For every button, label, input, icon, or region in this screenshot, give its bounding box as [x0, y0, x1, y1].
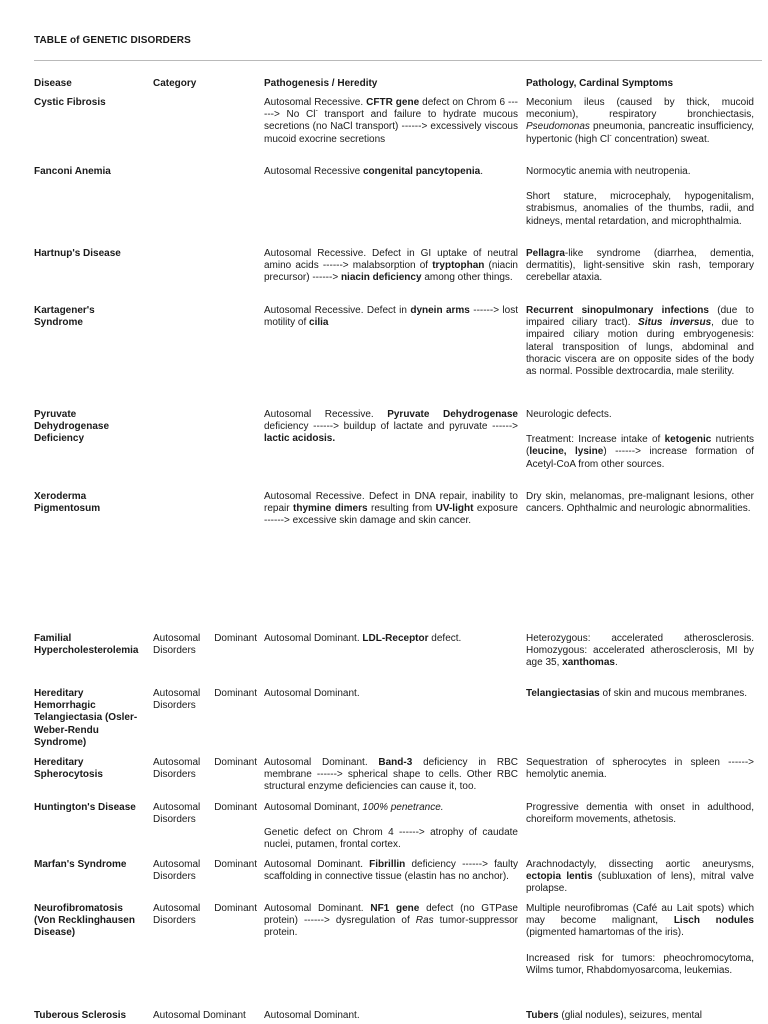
cell-paragraph: Autosomal Recessive. Defect in dynein arms ------> lost motility of cilia	[264, 305, 518, 329]
disease-cell: Pyruvate Dehydrogenase Deficiency	[34, 409, 110, 445]
cell-paragraph: Autosomal Dominant.	[264, 1010, 360, 1021]
category-cell: Autosomal Dominant Disorders	[153, 757, 257, 781]
cell-paragraph: Autosomal Dominant. Band-3 deficiency in RBC membrane ------> spherical shape to cells. Other RBC structural enzyme deficiencies can cause it, too.	[264, 757, 518, 793]
pathogenesis-cell	[264, 802, 518, 852]
disease-cell: Neurofibromatosis (Von Recklinghausen Disease)	[34, 903, 135, 939]
cell-paragraph: Recurrent sinopulmonary infections (due to impaired ciliary tract). Situs inversus, due to impaired ciliary motion during embryogenesis: lateral transposition of lungs, abdominal and thoracic viscera are on opposite sides of the body as normal. Possible dextrocardia, male sterility.	[526, 305, 755, 378]
cell-paragraph: Pellagra-like syndrome (diarrhea, dementia, dermatitis), light-sensitive skin rash, temporary cerebellar ataxia.	[526, 248, 754, 284]
pathogenesis-cell	[264, 305, 518, 329]
pathology-cell	[526, 903, 754, 977]
disease-cell: Xeroderma Pigmentosum	[34, 491, 101, 515]
cell-paragraph: Heterozygous: accelerated atherosclerosis. Homozygous: accelerated atherosclerosis, MI by age 35, xanthomas.	[526, 633, 754, 669]
cell-paragraph: Autosomal Recessive. Defect in GI uptake of neutral amino acids ------> malabsorption of tryptophan (niacin precursor) ------> niacin deficiency among other things.	[264, 248, 518, 284]
category-cell: Autosomal Dominant Disorders	[153, 903, 257, 927]
category-cell: Autosomal Dominant Disorders	[153, 688, 257, 712]
cell-paragraph: Autosomal Dominant. NF1 gene defect (no GTPase protein) ------> dysregulation of Ras tumor-suppressor protein.	[264, 903, 518, 939]
pathology-cell	[526, 802, 754, 826]
cell-paragraph: Autosomal Recessive. CFTR gene defect on Chrom 6 ------> No Cl- transport and failure to hydrate mucous secretions (no NaCl transport) ------> excessively viscous mucoid exocrine secretions	[264, 97, 519, 145]
pathogenesis-cell	[264, 409, 518, 446]
pathology-cell	[526, 688, 754, 700]
disease-cell: Kartagener's Syndrome	[34, 305, 95, 329]
disease-cell: Hereditary Spherocytosis	[34, 757, 103, 781]
pathogenesis-cell	[264, 1010, 518, 1022]
cell-paragraph: Normocytic anemia with neutropenia.	[526, 166, 691, 177]
pathology-cell	[526, 248, 754, 285]
disease-cell: Marfan's Syndrome	[34, 859, 127, 870]
cell-paragraph: Neurologic defects.	[526, 409, 612, 420]
cell-paragraph: Autosomal Recessive congenital pancytopenia.	[264, 166, 483, 177]
pathogenesis-cell	[264, 633, 518, 645]
cell-paragraph: Meconium ileus (caused by thick, mucoid meconium), respiratory bronchiectasis, Pseudomonas pneumonia, pancreatic insufficiency, hypertonic (high Cl- concentration) sweat.	[526, 97, 754, 145]
pathogenesis-cell	[264, 903, 518, 940]
cell-paragraph: Short stature, microcephaly, hypogenitalism, strabismus, anomalies of the thumbs, radii, and kidneys, mental retardation, and microphthalmia.	[526, 191, 754, 227]
cell-paragraph: Autosomal Dominant. Fibrillin deficiency ------> faulty scaffolding in connective tissue (elastin has no anchor).	[264, 859, 518, 883]
pathology-cell	[526, 305, 754, 378]
column-header-pathogenesis: Pathogenesis / Heredity	[264, 78, 378, 89]
cell-paragraph: Tubers (glial nodules), seizures, mental	[526, 1010, 703, 1021]
header-rule	[34, 60, 762, 61]
disease-cell: Tuberous Sclerosis	[34, 1010, 127, 1021]
pathogenesis-cell	[264, 688, 518, 700]
cell-paragraph: Dry skin, melanomas, pre-malignant lesions, other cancers. Ophthalmic and neurologic abnormalities.	[526, 491, 754, 515]
cell-paragraph: Autosomal Dominant. LDL-Receptor defect.	[264, 633, 462, 644]
pathogenesis-cell	[264, 491, 518, 528]
cell-paragraph: Arachnodactyly, dissecting aortic aneurysms, ectopia lentis (subluxation of lens), mitral valve prolapse.	[526, 859, 754, 895]
cell-paragraph: Multiple neurofibromas (Café au Lait spots) which may become malignant, Lisch nodules (pigmented hamartomas of the iris).	[526, 903, 754, 939]
pathology-cell	[526, 97, 754, 146]
category-cell: Autosomal Dominant Disorders	[153, 633, 257, 657]
pathology-cell	[526, 409, 754, 471]
cell-paragraph: Telangiectasias of skin and mucous membranes.	[526, 688, 748, 699]
category-cell: Autosomal Dominant Disorders	[153, 802, 257, 826]
cell-paragraph: Genetic defect on Chrom 4 ------> atrophy of caudate nuclei, putamen, frontal cortex.	[264, 827, 518, 851]
pathology-cell	[526, 491, 754, 515]
pathology-cell	[526, 757, 754, 781]
disease-cell: Hartnup's Disease	[34, 248, 121, 259]
cell-paragraph: Treatment: Increase intake of ketogenic nutrients (leucine, lysine) ------> increase formation of Acetyl-CoA from other sources.	[526, 434, 754, 470]
disease-cell: Fanconi Anemia	[34, 166, 111, 177]
disease-cell: Hereditary Hemorrhagic Telangiectasia (Osler-Weber-Rendu Syndrome)	[34, 688, 138, 748]
cell-paragraph: Increased risk for tumors: pheochromocytoma, Wilms tumor, Rhabdomyosarcoma, leukemias.	[526, 952, 754, 976]
disease-cell: Huntington's Disease	[34, 802, 136, 813]
column-header-pathology: Pathology, Cardinal Symptoms	[526, 78, 674, 89]
pathology-cell	[526, 166, 754, 228]
cell-paragraph: Autosomal Dominant.	[264, 688, 360, 699]
pathology-cell	[526, 1010, 754, 1022]
category-cell: Autosomal Dominant	[153, 1010, 246, 1021]
disease-cell: Familial Hypercholesterolemia	[34, 633, 139, 657]
cell-paragraph: Autosomal Recessive. Pyruvate Dehydrogenase deficiency ------> buildup of lactate and pyruvate ------> lactic acidosis.	[264, 409, 518, 445]
cell-paragraph: Autosomal Recessive. Defect in DNA repair, inability to repair thymine dimers resulting from UV-light exposure ------> excessive skin damage and skin cancer.	[264, 491, 518, 527]
disease-cell: Cystic Fibrosis	[34, 97, 106, 108]
cell-paragraph: Sequestration of spherocytes in spleen ------> hemolytic anemia.	[526, 757, 754, 781]
pathogenesis-cell	[264, 248, 518, 285]
page-title: TABLE of GENETIC DISORDERS	[34, 35, 191, 46]
column-header-disease: Disease	[34, 78, 72, 89]
pathogenesis-cell	[264, 166, 518, 178]
pathogenesis-cell	[264, 97, 518, 146]
cell-paragraph: Autosomal Dominant, 100% penetrance.	[264, 802, 444, 813]
column-header-category: Category	[153, 78, 197, 89]
pathology-cell	[526, 859, 754, 896]
category-cell: Autosomal Dominant Disorders	[153, 859, 257, 883]
pathology-cell	[526, 633, 754, 670]
pathogenesis-cell	[264, 757, 518, 794]
cell-paragraph: Progressive dementia with onset in adulthood, choreiform movements, athetosis.	[526, 802, 754, 826]
pathogenesis-cell	[264, 859, 518, 883]
